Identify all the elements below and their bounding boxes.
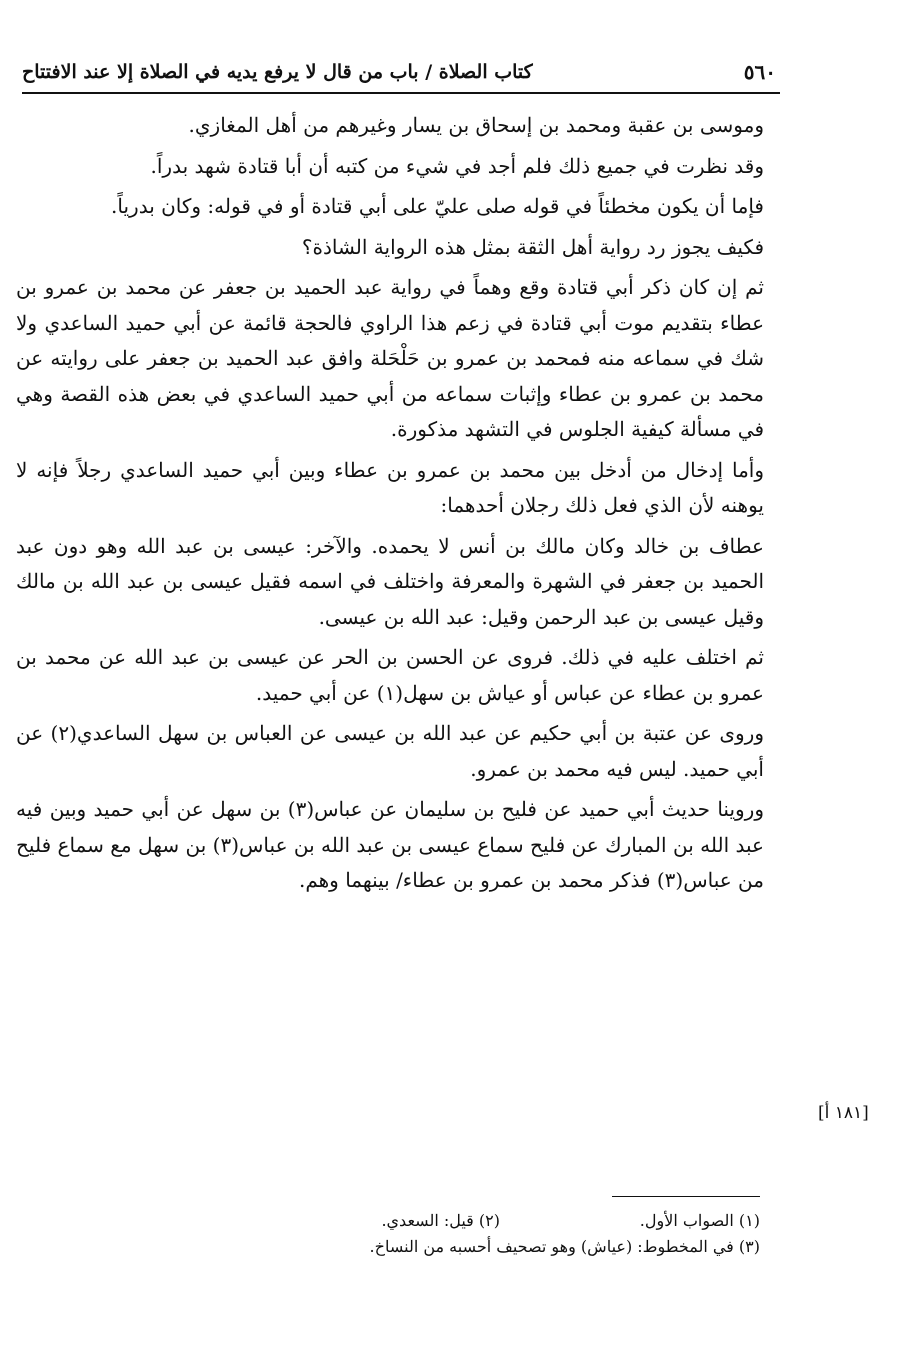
paragraph-5: ثم إن كان ذكر أبي قتادة وقع وهماً في رواية عبد الحميد بن جعفر عن محمد بن عمرو بن عطاء بتقديم موت أبي قتادة في زعم هذا الراوي فالحجة قائمة عن أبي حميد الساعدي ولا شك في سماعه منه فمحمد بن عمرو بن حَلْحَلة وافق عبد الحميد بن جعفر على روايته عن محمد بن عمرو بن عطاء وإثبات سماعه من أبي حميد الساعدي في بعض هذه القصة وهي في مسألة كيفية الجلوس في التشهد مذكورة. — [16, 275, 764, 441]
footnote-divider — [612, 1196, 760, 1197]
footnote-1: (١) الصواب الأول. — [639, 1211, 760, 1230]
footnote-row — [200, 1234, 760, 1260]
manuscript-folio-marker: [١٨١ أ] — [818, 1103, 869, 1123]
paragraph-3: فإما أن يكون مخطئاً في قوله صلى عليّ على أبي قتادة أو في قوله: وكان بدرياً. — [111, 194, 764, 218]
body-text — [16, 108, 764, 904]
paragraph-9: وروى عن عتبة بن أبي حكيم عن عبد الله بن عيسى عن العباس بن سهل الساعدي(٢) عن أبي حميد. ليس فيه محمد بن عمرو. — [16, 721, 764, 781]
footnote-3: (٣) في المخطوط: (عياش) وهو تصحيف أحسبه من النساخ. — [369, 1237, 760, 1256]
paragraph-10: وروينا حديث أبي حميد عن فليح بن سليمان عن عباس(٣) بن سهل عن أبي حميد وبين فيه عبد الله بن المبارك عن فليح سماع عيسى بن عبد الله بن عباس(٣) بن سهل مع سماع فليح من عباس(٣) فذكر محمد بن عمرو بن عطاء/ بينهما وهم. — [16, 797, 764, 892]
paragraph-1: وموسى بن عقبة ومحمد بن إسحاق بن يسار وغيرهم من أهل المغازي. — [188, 113, 764, 137]
paragraph-6: وأما إدخال من أدخل بين محمد بن عمرو بن عطاء وبين أبي حميد الساعدي رجلاً فإنه لا يوهنه لأن الذي فعل ذلك رجلان أحدهما: — [16, 457, 764, 517]
footnotes — [200, 1208, 760, 1260]
page-number: ٥٦٠ — [743, 60, 776, 84]
paragraph-8: ثم اختلف عليه في ذلك. فروى عن الحسن بن الحر عن عيسى بن عبد الله عن محمد بن عمرو بن عطاء عن عباس أو عياش بن سهل(١) عن أبي حميد. — [16, 645, 764, 705]
paragraph-7: عطاف بن خالد وكان مالك بن أنس لا يحمده. والآخر: عيسى بن عبد الله وهو دون عبد الحميد بن جعفر في الشهرة والمعرفة واختلف في اسمه فقيل عيسى بن عبد الله بن مالك وقيل عيسى بن عبد الرحمن وقيل: عبد الله بن عيسى. — [16, 533, 764, 629]
paragraph-2: وقد نظرت في جميع ذلك فلم أجد في شيء من كتبه أن أبا قتادة شهد بدراً. — [150, 153, 764, 178]
footnote-row — [200, 1208, 760, 1234]
footnote-2: (٢) قيل: السعدي. — [381, 1211, 500, 1230]
paragraph-4: فكيف يجوز رد رواية أهل الثقة بمثل هذه الرواية الشاذة؟ — [301, 234, 764, 259]
running-title: كتاب الصلاة / باب من قال لا يرفع يديه في الصلاة إلا عند الافتتاح — [22, 61, 533, 83]
running-header — [22, 52, 780, 94]
